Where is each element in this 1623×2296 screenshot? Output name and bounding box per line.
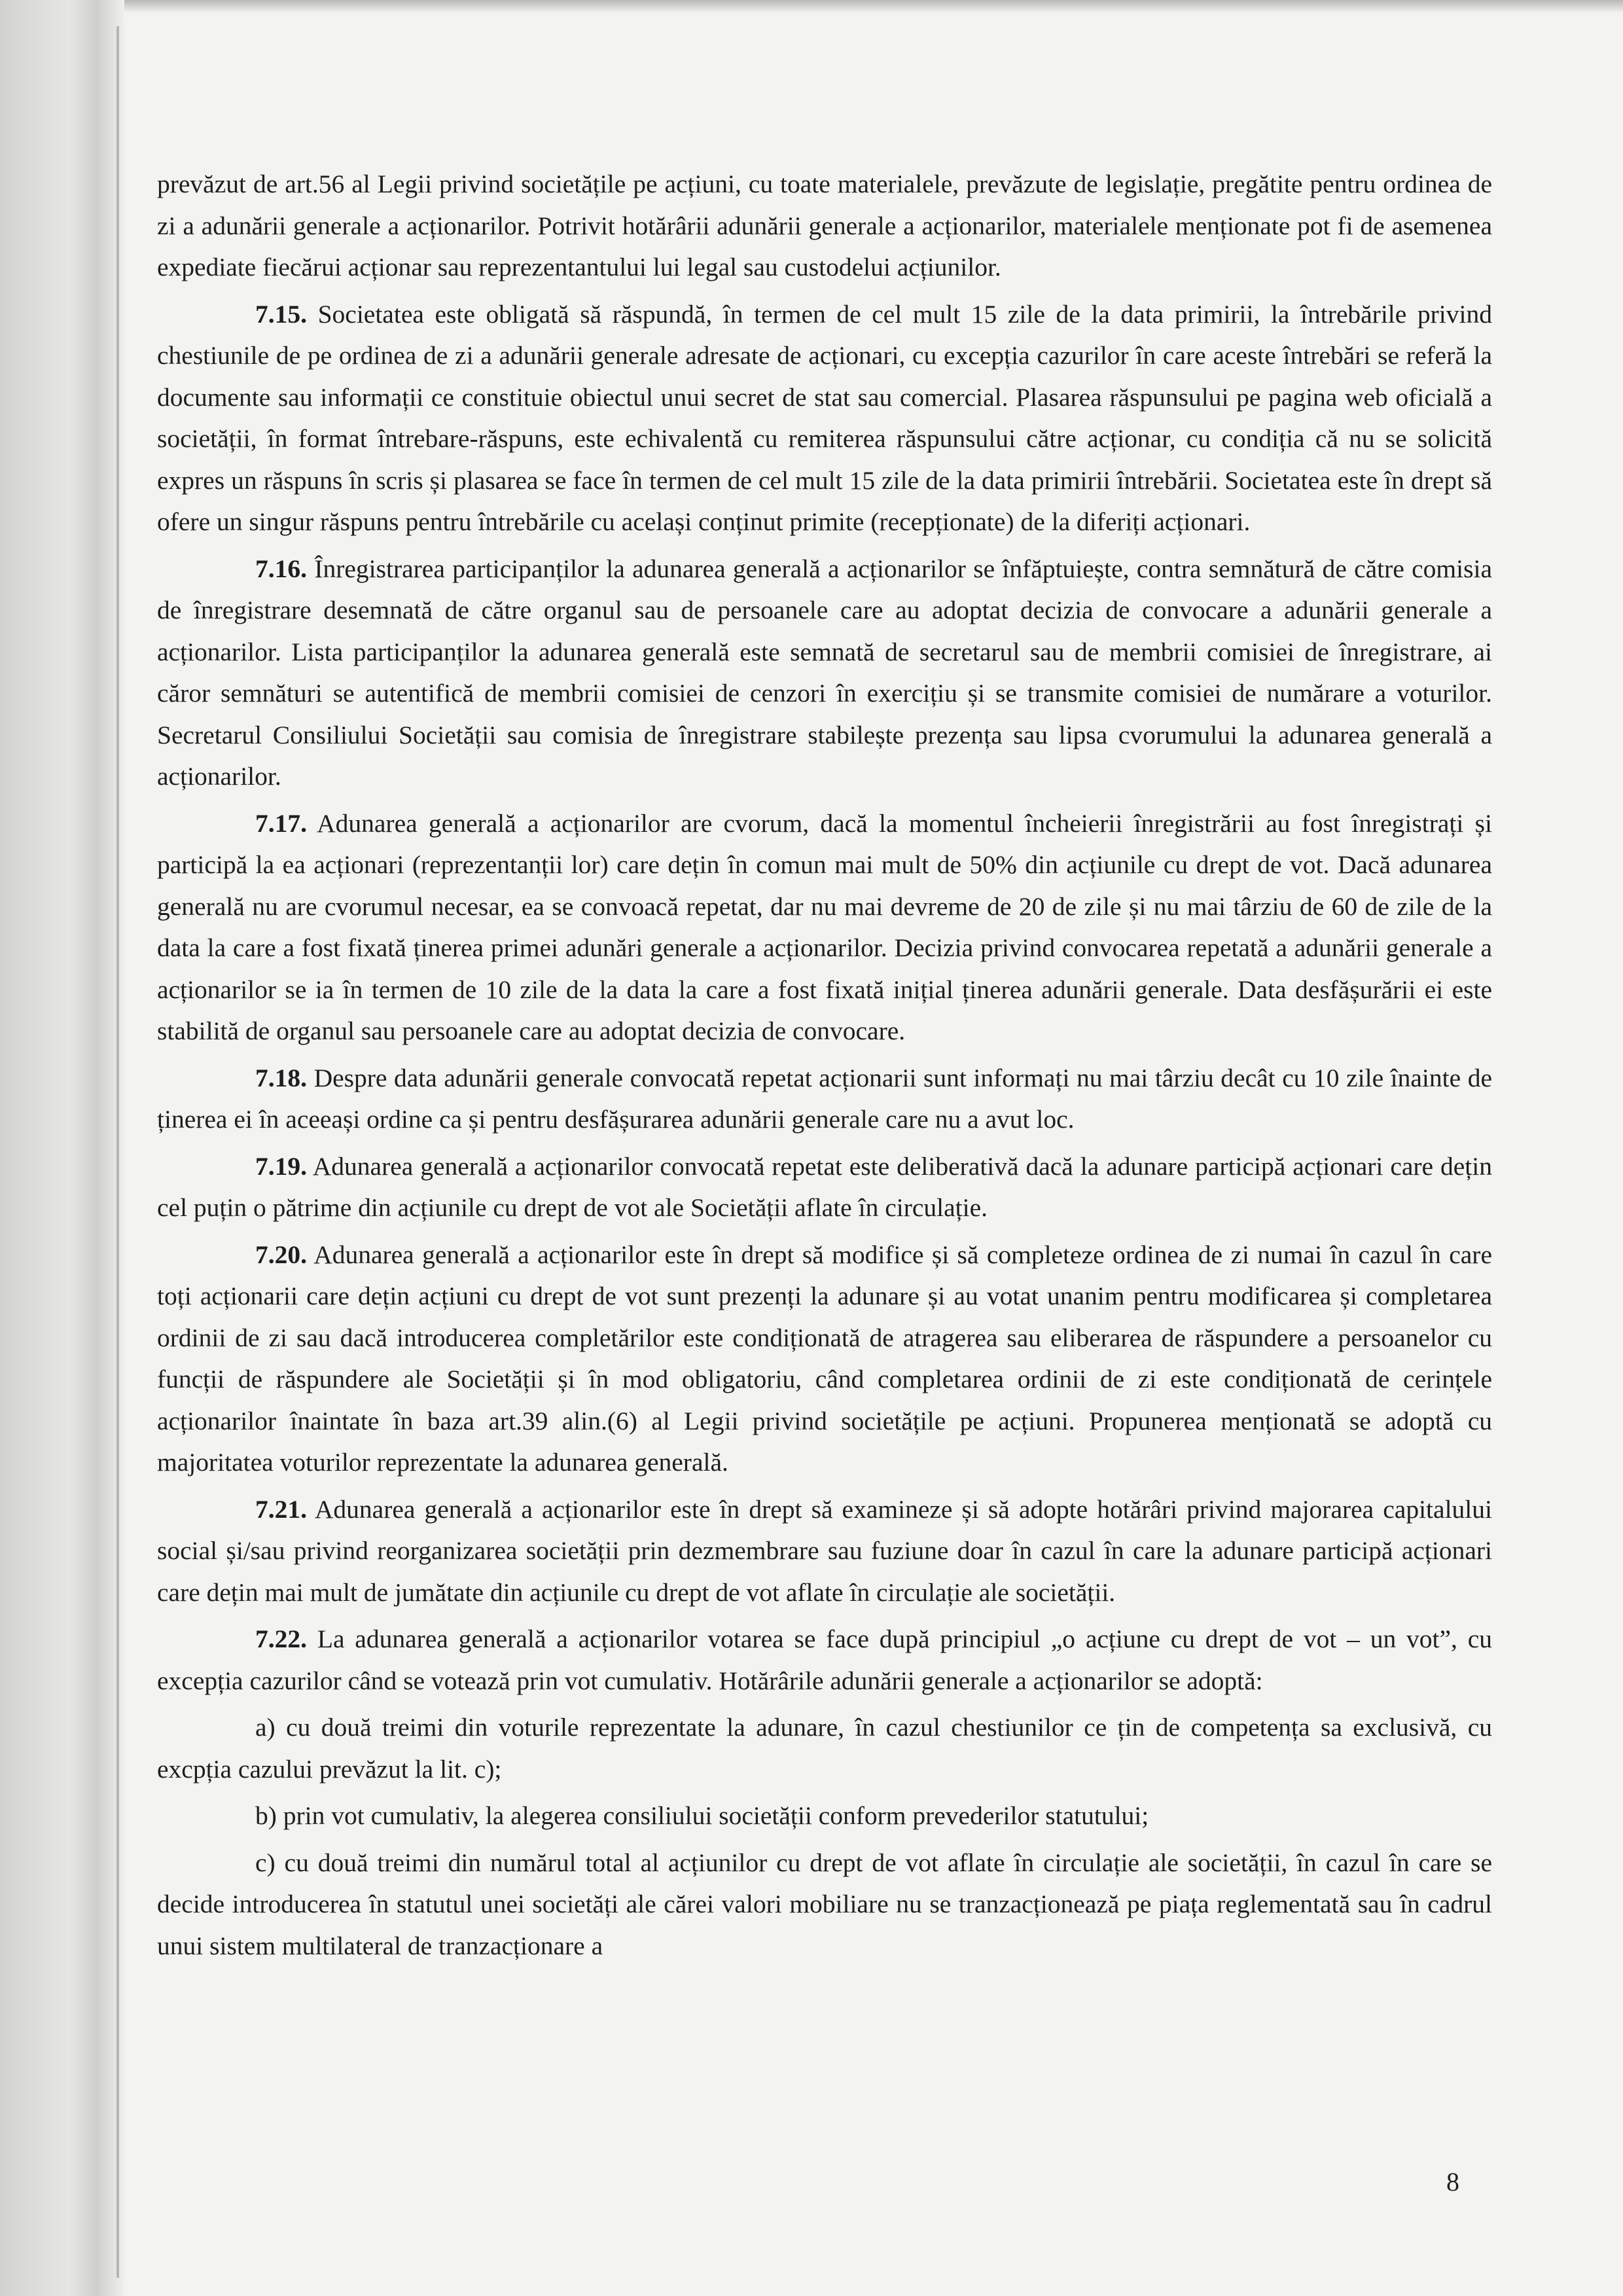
paragraph-text: Despre data adunării generale convocată repetat acționarii sunt informați nu mai târziu decât cu 10 zile înainte de ținerea ei în aceeași ordine ca și pentru desfășurarea adunării generale care nu a avut loc. <box>157 1063 1492 1134</box>
section-number: 7.20. <box>255 1240 307 1269</box>
book-gutter-shadow <box>0 0 124 2296</box>
list-item-b: b) prin vot cumulativ, la alegerea consiliului societății conform prevederilor statutului; <box>255 1801 1149 1830</box>
page-number: 8 <box>1446 2167 1459 2197</box>
paragraph-7-20 <box>157 1234 1492 1484</box>
paragraph-text: Adunarea generală a acționarilor are cvorum, dacă la momentul încheierii înregistrării au fost înregistrați și participă la ea acționari (reprezentanții lor) care dețin în comun mai mult de 50% din acțiunile cu drept de vot. Dacă adunarea generală nu are cvorumul necesar, ea se convoacă repetat, dar nu mai devreme de 20 de zile și nu mai târziu de 60 de zile de la data la care a fost fixată ținerea primei adunări generale a acționarilor. Decizia privind convocarea repetată a adunării generale a acționarilor se ia în termen de 10 zile de la data la care a fost fixată inițial ținerea adunării generale. Data desfășurării ei este stabilită de organul sau persoanele care au adoptat decizia de convocare. <box>157 808 1493 1045</box>
section-number: 7.16. <box>255 554 307 583</box>
list-item-a: a) cu două treimi din voturile reprezentate la adunare, în cazul chestiunilor ce țin de competența sa exclusivă, cu excpția cazului prevăzut la lit. c); <box>157 1713 1492 1784</box>
section-number: 7.15. <box>255 299 307 329</box>
paragraph-text: Adunarea generală a acționarilor convocată repetat este deliberativă dacă la adunare participă acționari care dețin cel puțin o pătrime din acțiunile cu drept de vot ale Societății aflate în circulație. <box>157 1151 1493 1222</box>
document-body <box>157 164 1492 1972</box>
section-number: 7.18. <box>255 1063 307 1092</box>
binding-line <box>116 26 119 2278</box>
paragraph-text: Adunarea generală a acționarilor este în drept să examineze și să adopte hotărâri privind majorarea capitalului social și/sau privind reorganizarea societății prin dezmembrare sau fuziune doar în cazul în care la adunare participă acționari care dețin mai mult de jumătate din acțiunile cu drept de vot aflate în circulație ale societății. <box>157 1494 1492 1607</box>
scan-top-edge <box>0 0 1623 13</box>
section-number: 7.21. <box>255 1494 307 1524</box>
section-number: 7.19. <box>255 1151 307 1181</box>
paragraph-continued <box>157 164 1492 289</box>
paragraph-7-16 <box>157 548 1492 798</box>
section-number: 7.22. <box>255 1624 307 1653</box>
paragraph-text: prevăzut de art.56 al Legii privind societățile pe acțiuni, cu toate materialele, prevăzute de legislație, pregătite pentru ordinea de zi a adunării generale a acționarilor. Potrivit hotărârii adunării generale a acționarilor, materialele menționate pot fi de asemenea expediate fiecărui acționar sau reprezentantului lui legal sau custodelui acțiunilor. <box>157 170 1492 281</box>
paragraph-text: Înregistrarea participanților la adunarea generală a acționarilor se înfăptuiește, contra semnătură de către comisia de înregistrare desemnată de către organul sau de persoanele care au adoptat decizia de convocare a adunării generale a acționarilor. Lista participanților la adunarea generală este semnată de secretarul sau de membrii comisiei de înregistrare, ai căror semnături se autentifică de membrii comisiei de cenzori în exercițiu și se transmite comisiei de numărare a voturilor. Secretarul Consiliului Societății sau comisia de înregistrare stabilește prezența sau lipsa cvorumului la adunarea generală a acționarilor. <box>157 554 1492 791</box>
paragraph-7-19 <box>157 1146 1492 1229</box>
paragraph-7-21 <box>157 1489 1492 1614</box>
paragraph-7-22 <box>157 1619 1492 1702</box>
paragraph-7-17 <box>157 803 1492 1052</box>
paragraph-text: La adunarea generală a acționarilor votarea se face după principiul „o acțiune cu drept de vot – un vot”, cu excepția cazurilor când se votează prin vot cumulativ. Hotărârile adunării generale a acționarilor se adoptă: <box>157 1624 1493 1695</box>
list-item-c: c) cu două treimi din numărul total al acțiunilor cu drept de vot aflate în circulație ale societății, în cazul în care se decide introducerea în statutul unei societăți ale cărei valori mobiliare nu se tranzacționează pe piața reglementată sau în cadrul unui sistem multilateral de tranzacționare a <box>157 1848 1492 1960</box>
paragraph-text: Adunarea generală a acționarilor este în drept să modifice și să completeze ordinea de zi numai în cazul în care toți acționarii care dețin acțiuni cu drept de vot sunt prezenți la adunare și au votat unanim pentru modificarea și completarea ordinii de zi sau dacă introducerea completărilor este condiționată de atragerea sau eliberarea de răspundere a persoanelor cu funcții de răspundere ale Societății și în mod obligatoriu, când completarea ordinii de zi este condiționată de cerințele acționarilor înaintate în baza art.39 alin.(6) al Legii privind societățile pe acțiuni. Propunerea menționată se adoptă cu majoritatea voturilor reprezentate la adunarea generală. <box>157 1240 1492 1477</box>
paragraph-7-15 <box>157 294 1492 543</box>
paragraph-text: Societatea este obligată să răspundă, în termen de cel mult 15 zile de la data primirii, la întrebările privind chestiunile de pe ordinea de zi a adunării generale adresate de acționari, cu excepția cazurilor în care aceste întrebări se referă la documente sau informații ce constituie obiectul unui secret de stat sau comercial. Plasarea răspunsului pe pagina web oficială a societății, în format întrebare-răspuns, este echivalentă cu remiterea răspunsului către acționar, cu condiția că nu se solicită expres un răspuns în scris și plasarea se face în termen de cel mult 15 zile de la data primirii întrebării. Societatea este în drept să ofere un singur răspuns pentru întrebările cu același conținut primite (recepționate) de la diferiți acționari. <box>157 299 1492 536</box>
paragraph-7-18 <box>157 1058 1492 1141</box>
section-number: 7.17. <box>255 808 307 838</box>
